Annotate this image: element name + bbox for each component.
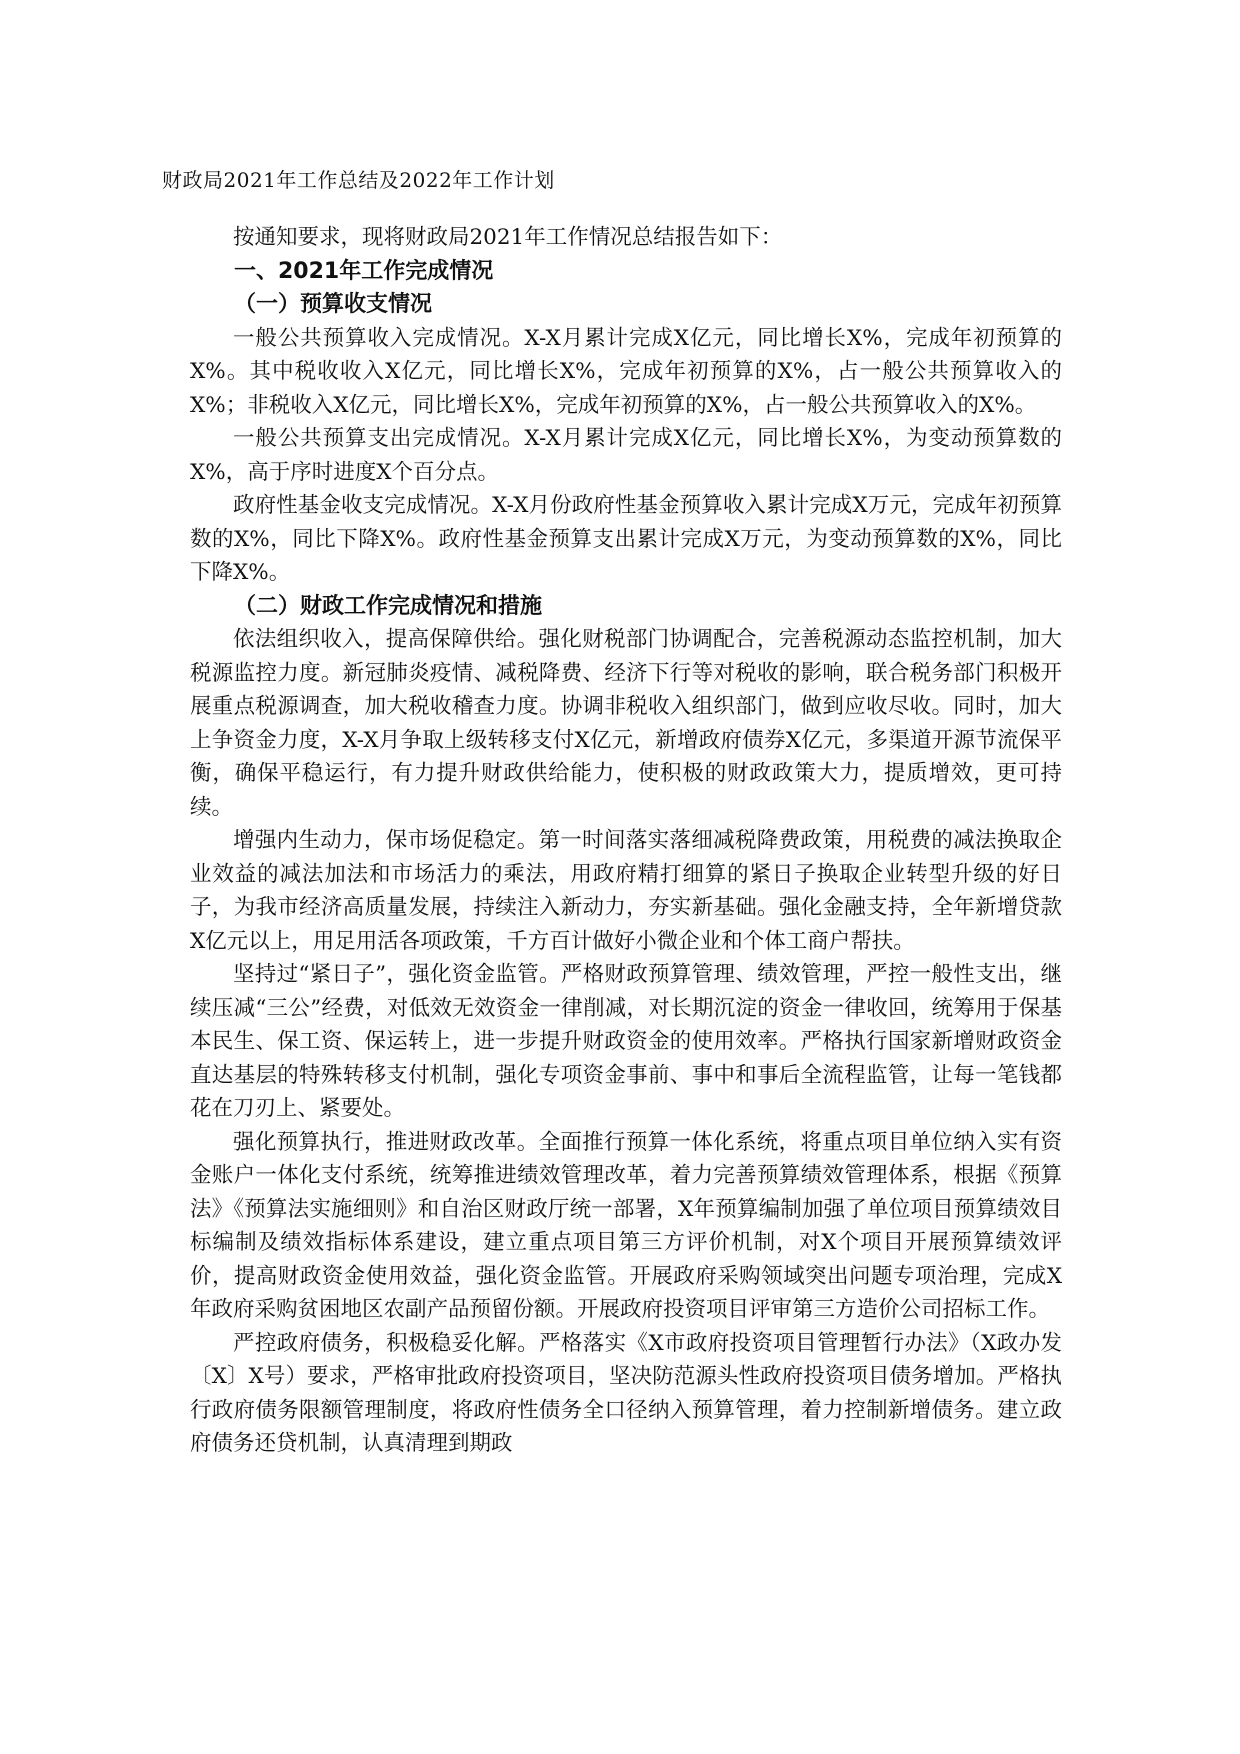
body-paragraph: 坚持过“紧日子”，强化资金监管。严格财政预算管理、绩效管理，严控一般性支出，继续压减“三公”经费，对低效无效资金一律削减，对长期沉淀的资金一律收回，统筹用于保基本民生、保工资、保运转上，进一步提升财政资金的使用效率。严格执行国家新增财政资金直达基层的特殊转移支付机制，强化专项资金事前、事中和事后全流程监管，让每一笔钱都花在刀刃上、紧要处。 (190, 962, 1062, 1121)
subsection-heading: （一）预算收支情况 (234, 292, 433, 317)
intro-paragraph: 按通知要求，现将财政局2021年工作情况总结报告如下： (233, 225, 783, 250)
body-paragraph: 依法组织收入，提高保障供给。强化财税部门协调配合，完善税源动态监控机制，加大税源监控力度。新冠肺炎疫情、减税降费、经济下行等对税收的影响，联合税务部门积极开展重点税源调查，加大税收稽查力度。协调非税收入组织部门，做到应收尽收。同时，加大上争资金力度，X-X月争取上级转移支付X亿元，新增政府债券X亿元，多渠道开源节流保平衡，确保平稳运行，有力提升财政供给能力，使积极的财政政策大力，提质增效，更可持续。 (190, 627, 1062, 820)
subsection-heading: （二）财政工作完成情况和措施 (234, 593, 543, 619)
body-paragraph: 强化预算执行，推进财政改革。全面推行预算一体化系统，将重点项目单位纳入实有资金账户一体化支付系统，统筹推进绩效管理改革，着力完善预算绩效管理体系，根据《预算法》《预算法实施细则》和自治区财政厅统一部署，X年预算编制加强了单位项目预算绩效目标编制及绩效指标体系建设，建立重点项目第三方评价机制，对X个项目开展预算绩效评价，提高财政资金使用效益，强化资金监管。开展政府采购领域突出问题专项治理，完成X年政府采购贫困地区农副产品预留份额。开展政府投资项目评审第三方造价公司招标工作。 (190, 1129, 1062, 1322)
document-title: 财政局2021年工作总结及2022年工作计划 (162, 168, 555, 192)
section-heading: 一、2021年工作完成情况 (234, 258, 494, 284)
body-paragraph: 一般公共预算收入完成情况。X-X月累计完成X亿元，同比增长X%，完成年初预算的X%。其中税收收入X亿元，同比增长X%，完成年初预算的X%，占一般公共预算收入的X%；非税收入X亿元，同比增长X%，完成年初预算的X%，占一般公共预算收入的X%。 (190, 325, 1062, 418)
document-body (190, 221, 1062, 1461)
body-paragraph: 政府性基金收支完成情况。X-X月份政府性基金预算收入累计完成X万元，完成年初预算数的X%，同比下降X%。政府性基金预算支出累计完成X万元，为变动预算数的X%，同比下降X%。 (190, 493, 1062, 585)
body-paragraph: 增强内生动力，保市场促稳定。第一时间落实落细减税降费政策，用税费的减法换取企业效益的减法加法和市场活力的乘法，用政府精打细算的紧日子换取企业转型升级的好日子，为我市经济高质量发展，持续注入新动力，夯实新基础。强化金融支持，全年新增贷款X亿元以上，用足用活各项政策，千方百计做好小微企业和个体工商户帮扶。 (190, 828, 1062, 954)
body-paragraph: 一般公共预算支出完成情况。X-X月累计完成X亿元，同比增长X%，为变动预算数的X%，高于序时进度X个百分点。 (190, 426, 1062, 485)
body-paragraph: 严控政府债务，积极稳妥化解。严格落实《X市政府投资项目管理暂行办法》（X政办发〔X〕X号）要求，严格审批政府投资项目，坚决防范源头性政府投资项目债务增加。严格执行政府债务限额管理制度，将政府性债务全口径纳入预算管理，着力控制新增债务。建立政府债务还贷机制，认真清理到期政 (190, 1330, 1062, 1456)
